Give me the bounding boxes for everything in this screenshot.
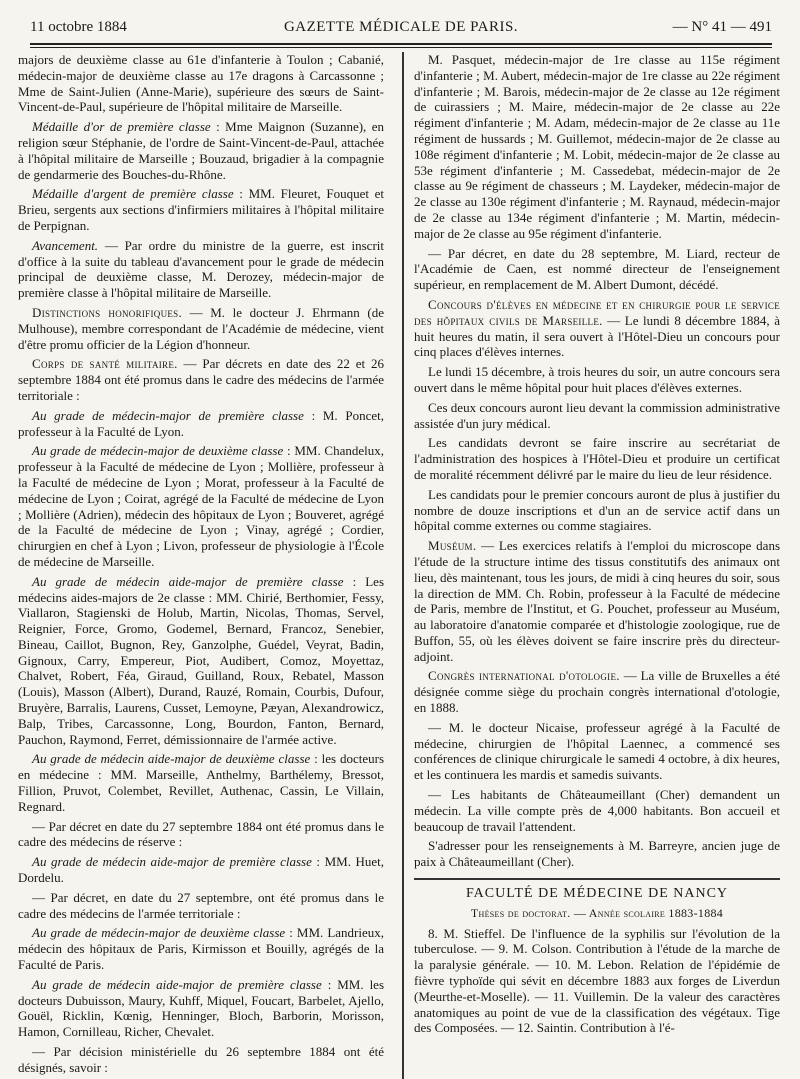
paragraph — [414, 297, 780, 360]
header-page-number: — N° 41 — 491 — [672, 19, 772, 35]
paragraph: Le lundi 15 décembre, à trois heures du soir, un autre concours sera ouvert dans le même hôpital pour huit places d'élèves externes. — [414, 364, 780, 395]
paragraph-text: — Le lundi 8 décembre 1884, à huit heures du matin, il sera ouvert à l'Hôtel-Dieu un concours pour cinq places d'élèves internes. — [414, 312, 780, 360]
header-date: 11 octobre 1884 — [30, 19, 127, 35]
paragraph-lead: Médaille d'argent de première classe — [32, 186, 234, 202]
paragraph-text: : les docteurs en médecine : MM. Marseille, Anthelmy, Barthélemy, Bressot, Fillion, Pruvot, Colembet, Revillet, Authenac, Cassin, Le Villain, Regnard. — [18, 751, 384, 814]
paragraph-lead: Au grade de médecin aide-major de première classe — [32, 573, 344, 589]
paragraph: — Les habitants de Châteaumeillant (Cher) demandent un médecin. La ville compte près de 4,000 habitants. Bon accueil et beaucoup de travail l'attendent. — [414, 787, 780, 834]
paragraph: Les candidats devront se faire inscrire au secrétariat de l'administration des hospices à l'Hôtel-Dieu et produire un certificat de moralité récemment délivré par le maire du lieu de leur résidence. — [414, 435, 780, 482]
paragraph — [18, 356, 384, 403]
paragraph-text: : MM. Fleuret, Fouquet et Brieu, sergents aux sections d'infirmiers militaires à l'hôpital militaire de Perpignan. — [18, 186, 384, 233]
paragraph-lead: Muséum. — [428, 538, 477, 554]
paragraph — [18, 574, 384, 748]
paragraph-lead: Au grade de médecin-major de deuxième classe — [32, 443, 284, 459]
paragraph: — Par décret, en date du 27 septembre, ont été promus dans le cadre des médecins de l'armée territoriale : — [18, 889, 384, 921]
page-header — [30, 14, 772, 40]
paragraph — [414, 538, 780, 664]
paragraph-lead: Médaille d'or de première classe — [32, 119, 211, 135]
paragraph — [18, 238, 384, 301]
paragraph: M. Pasquet, médecin-major de 1re classe au 115e régiment d'infanterie ; M. Aubert, médecin-major de 1re classe au 22e régiment d'infanterie ; M. Barois, médecin-major de 2e classe au 12e régiment de cuirassiers ; M. Maire, médecin-major de 2e classe au 22e régiment d'infanterie ; M. Adam, médecin-major de 2e classe au 11e régiment de hussards ; M. Guillemot, médecin-major de 2e classe au 108e régiment d'infanterie ; M. Lobit, médecin-major de 2e classe au 53e régiment d'infanterie ; M. Cassedebat, médecin-major de 2e classe au 9e régiment de chasseurs ; M. Laydeker, médecin-major de 2e classe au 130e régiment d'infanterie ; M. Raynaud, médecin-major de 2e classe au 134e régiment d'infanterie ; M. Martin, médecin-major de 2e classe au 95e régiment d'infanterie. — [414, 52, 780, 241]
paragraph-text: : MM. Chandelux, professeur à la Faculté de médecine de Lyon ; Mollière, professeur à la Faculté de médecine de Lyon ; Morat, professeur à la Faculté de médecine de Lyon ; Coirat, agrégé de la Faculté de médecine de Lyon ; Mollière (Adrien), médecin des hôpitaux de Lyon ; Bouveret, agrégé de la Faculté de médecine de Lyon ; Vinay, agrégé ; Cordier, chirurgien en chef à Lyon ; Livon, professeur de physiologie à l'École de médecine de Marseille. — [18, 443, 384, 569]
paragraph — [18, 977, 384, 1040]
paragraph — [18, 186, 384, 233]
paragraph: — Par décret, en date du 28 septembre, M. Liard, recteur de l'Académie de Caen, est nommé directeur de l'enseignement supérieur, en remplacement de M. Albert Dumont, décédé. — [414, 245, 780, 293]
paragraph-lead: Congrès international d'otologie. — [428, 668, 620, 684]
paragraph — [18, 408, 384, 440]
paragraph-lead: Avancement. — [32, 237, 99, 253]
paragraph: — Par décret en date du 27 septembre 1884 ont été promus dans le cadre des médecins de réserve : — [18, 818, 384, 850]
header-rule — [30, 43, 772, 45]
paragraph-text: : Les médecins aides-majors de 2e classe : MM. Chirié, Berthomier, Fessy, Viallaron, Stagienski de Holub, Martin, Nicolas, Thomas, Servel, Reignier, Force, Gromo, Godemel, Bernard, Francoz, Senebier, Bineau, Caillot, Bugnon, Rey, Ganzolphe, Guédel, Veyrat, Badin, Gignoux, Carry, Empereur, Piot, Audibert, Comoz, Moyettaz, Chalvet, Robert, Féa, Giraud, Guilland, Roux, Rebatel, Masson (Louis), Masson (Albert), Durand, Rauzé, Romain, Courbis, Dufour, Bruyère, Barralis, Laurens, Cusset, Lemoyne, Pæyan, Alexandrowicz, Balp, Tribes, Carcassonne, Long, Bourdon, Fanton, Bernard, Pauchon, Raymond, Ferret, démissionnaire de l'armée active. — [18, 573, 384, 747]
paragraph — [18, 925, 384, 972]
paragraph-lead: Au grade de médecin aide-major de deuxième classe — [32, 751, 311, 767]
paragraph — [18, 443, 384, 569]
header-title: GAZETTE MÉDICALE DE PARIS. — [283, 19, 519, 35]
paragraph — [414, 668, 780, 715]
paragraph-text: — La ville de Bruxelles a été désignée comme siège du prochain congrès international d'otologie, en 1888. — [414, 668, 780, 716]
paragraph-text: — Par décrets en date des 22 et 26 septembre 1884 ont été promus dans le cadre des médecins de l'armée territoriale : — [18, 356, 384, 403]
section-rule — [414, 878, 780, 880]
paragraph-text: : MM. Landrieux, médecin des hôpitaux de Paris, Kirmisson et Bouilly, agrégés de la Faculté de Paris. — [18, 925, 384, 973]
section-subtitle: Thèses de doctorat. — Année scolaire 1883-1884 — [470, 905, 724, 920]
paragraph-lead: Corps de santé militaire. — [32, 356, 178, 372]
paragraph: — M. le docteur Nicaise, professeur agrégé à la Faculté de médecine, chirurgien de l'hôpital Laennec, a commencé ses conférences de clinique chirurgicale le samedi 4 octobre, à dix heures, et les continuera les mardis et samedis suivants. — [414, 719, 780, 783]
paragraph-text: : MM. Huet, Dordelu. — [18, 854, 384, 886]
paragraph: S'adresser pour les renseignements à M. Barreyre, ancien juge de paix à Châteaumeillant (Cher). — [414, 838, 780, 870]
paragraph — [18, 751, 384, 814]
paragraph: Ces deux concours auront lieu devant la commission administrative assistée d'un jury médical. — [414, 399, 780, 431]
header-rule-thin — [30, 47, 772, 48]
paragraph-lead: Au grade de médecin-major de première classe — [32, 407, 304, 423]
paragraph-text: : MM. les docteurs Dubuisson, Maury, Kuhff, Miquel, Foucart, Barbelet, Ajello, Gouël, Ricklin, Kœnig, Henninger, Bloch, Barborin, Morisson, Hamon, Cornilleau, Richer, Chevalet. — [18, 976, 384, 1040]
paragraph: Les candidats pour le premier concours auront de plus à justifier du nombre de douze inscriptions et d'un an de service actif dans un hôpital comme externes ou comme stagiaires. — [414, 486, 780, 534]
paragraph-lead: Concours d'élèves en médecine et en chirurgie pour le service des hôpitaux civils de Marseille. — [414, 296, 780, 328]
paragraph: — Par décision ministérielle du 26 septembre 1884 ont été désignés, savoir : — [18, 1044, 384, 1075]
paragraph: majors de deuxième classe au 61e d'infanterie à Toulon ; Cabanié, médecin-major de deuxième classe au 17e dragons à Carcassonne ; Mme de Saint-Julien (Anne-Marie), supérieure des sœurs de Saint-Vincent-de-Paul, supérieure de l'hôpital militaire de Marseille. — [18, 52, 384, 115]
right-column — [414, 52, 780, 1079]
paragraph-lead: Au grade de médecin aide-major de première classe — [32, 976, 322, 992]
paragraph-lead: Distinctions honorifiques. — [32, 304, 183, 320]
paragraph-text: : Mme Maignon (Suzanne), en religion sœur Stéphanie, de l'ordre de Saint-Vincent-de-Paul, attachée à l'hôpital militaire de Marseille ; Bouzaud, brigadier à la compagnie de gendarmerie des Bouches-du-Rhône. — [18, 119, 384, 182]
paragraph-lead: Au grade de médecin-major de deuxième classe — [32, 925, 286, 941]
section-title: FACULTÉ DE MÉDECINE DE NANCY — [465, 886, 729, 902]
paragraph: 8. M. Stieffel. De l'influence de la syphilis sur l'évolution de la tuberculose. — 9. M. Colson. Contribution à l'étude de la marche de la paralysie générale. — 10. M. Lebon. Relation de l'épidémie de fièvre typhoïde qui sévit en décembre 1883 aux forges de Liverdun (Meurthe-et-Moselle). — 11. Vuillemin. De la valeur des caractères anatomiques au point de vue de la classification des végétaux. Tige des Composées. — 12. Saintin. Contribution à l'é- — [414, 925, 780, 1036]
paragraph-text: — M. le docteur J. Ehrmann (de Mulhouse), membre correspondant de l'Académie de médecine, vient d'être promu officier de la Légion d'honneur. — [18, 304, 384, 352]
paragraph-lead: Au grade de médecin aide-major de première classe — [32, 854, 312, 870]
paragraph-text: : M. Poncet, professeur à la Faculté de Lyon. — [18, 407, 384, 439]
paragraph — [18, 305, 384, 352]
paragraph — [18, 854, 384, 886]
column-divider — [402, 52, 404, 1079]
paragraph — [18, 119, 384, 182]
left-column — [18, 52, 384, 1079]
paragraph-text: — Par ordre du ministre de la guerre, est inscrit d'office à la suite du tableau d'avancement pour le grade de médecin principal de deuxième classe, M. Derozey, médecin-major de première classe à l'hôpital militaire de Marseille. — [18, 237, 384, 301]
paragraph-text: — Les exercices relatifs à l'emploi du microscope dans l'étude de la structure intime des tissus constitutifs des animaux ont lieu, dès maintenant, tous les jours, de midi à cinq heures du soir, sous la direction de MM. Ch. Robin, professeur à la Faculté de médecine de Paris, membre de l'Institut, et G. Pouchet, professeur au Muséum, au laboratoire d'anatomie comparée et d'histologie zoologique, rue de Buffon, 55, où les élèves doivent se faire inscrire près du directeur-adjoint. — [414, 538, 780, 664]
